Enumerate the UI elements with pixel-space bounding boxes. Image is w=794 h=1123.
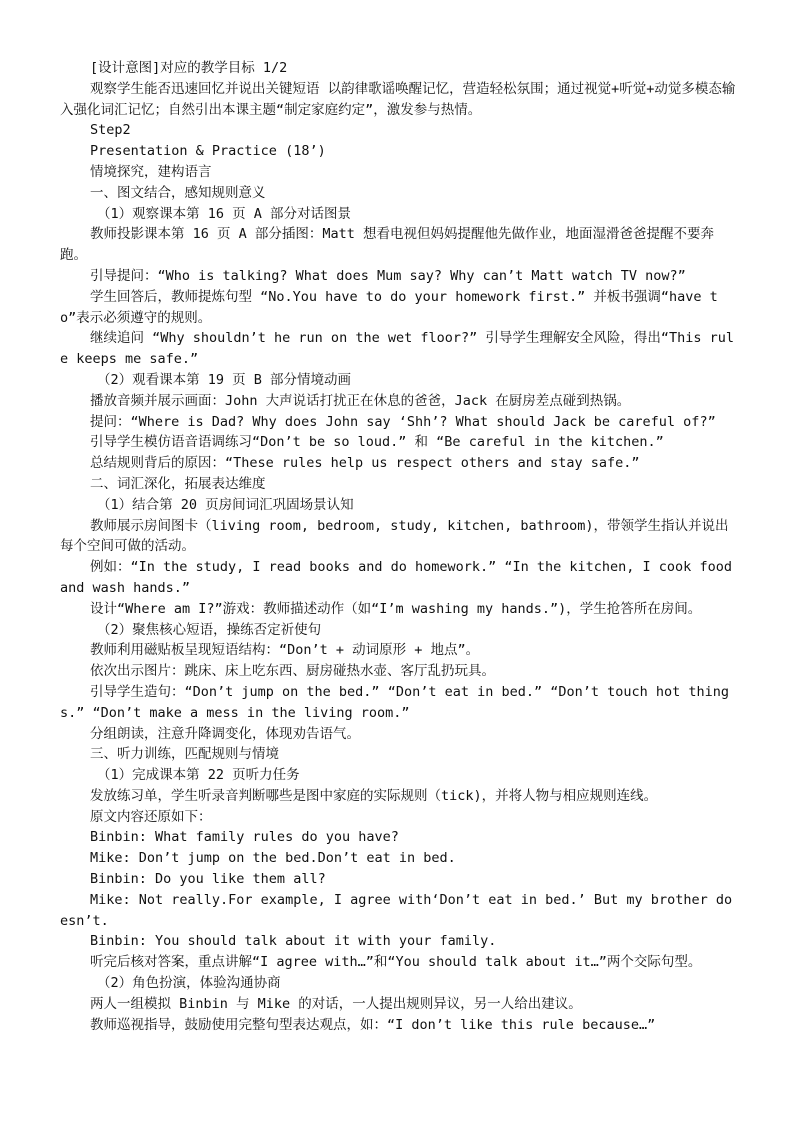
text-line: Mike: Don’t jump on the bed.Don’t eat in bed. bbox=[90, 850, 456, 867]
text-line: 引导提问：“Who is talking? What does Mum say? Why can’t Matt watch TV now?” bbox=[90, 267, 686, 284]
text-line: 发放练习单，学生听录音判断哪些是图中家庭的实际规则（tick)，并将人物与相应规则连线。 bbox=[90, 787, 658, 804]
text-line: 继续追问 “Why shouldn’t he run on the wet floor?” 引导学生理解安全风险，得出“This rule keeps me safe.” bbox=[60, 330, 735, 368]
text-line: 提问：“Where is Dad? Why does John say ‘Shh’? What should Jack be careful of?” bbox=[90, 413, 716, 430]
text-line: 分组朗读，注意升降调变化，体现劝告语气。 bbox=[90, 725, 360, 742]
text-line: 听完后核对答案，重点讲解“I agree with…”和“You should talk about it…”两个交际句型。 bbox=[90, 954, 702, 971]
text-line: 总结规则背后的原因：“These rules help us respect others and stay safe.” bbox=[90, 455, 640, 472]
text-line: Binbin: Do you like them all? bbox=[90, 871, 326, 888]
text-line: （2）观看课本第 19 页 B 部分情境动画 bbox=[97, 371, 352, 388]
text-line: Step2 bbox=[90, 122, 131, 139]
text-line: （2）角色扮演，体验沟通协商 bbox=[97, 975, 281, 992]
text-line: Presentation & Practice (18’) bbox=[90, 143, 326, 160]
text-line: 引导学生模仿语音语调练习“Don’t be so loud.” 和 “Be careful in the kitchen.” bbox=[90, 434, 664, 451]
text-line: Binbin: What family rules do you have? bbox=[90, 829, 399, 846]
text-line: 设计“Where am I?”游戏：教师描述动作（如“I’m washing my hands.”)，学生抢答所在房间。 bbox=[90, 600, 702, 617]
text-line: 例如：“In the study, I read books and do homework.” “In the kitchen, I cook food and wash hands.” bbox=[60, 559, 732, 596]
text-line: 观察学生能否迅速回忆并说出关键短语 以韵律歌谣唤醒记忆，营造轻松氛围；通过视觉+听觉+动觉多模态输入强化词汇记忆；自然引出本课主题“制定家庭约定”，激发参与热情。 bbox=[60, 80, 736, 118]
text-line: 学生回答后，教师提炼句型 “No.You have to do your homework first.” 并板书强调“have to”表示必须遵守的规则。 bbox=[60, 288, 718, 326]
text-line: 依次出示图片：跳床、床上吃东西、厨房碰热水壶、客厅乱扔玩具。 bbox=[90, 663, 495, 680]
text-line: 教师展示房间图卡（living room, bedroom, study, kitchen, bathroom)，带领学生指认并说出每个空间可做的活动。 bbox=[60, 517, 729, 555]
text-line: （1）完成课本第 22 页听力任务 bbox=[97, 767, 300, 784]
text-line: （2）聚焦核心短语，操练否定祈使句 bbox=[97, 621, 322, 638]
text-line: 引导学生造句：“Don’t jump on the bed.” “Don’t eat in bed.” “Don’t touch hot things.” “Don’t make a mess in the living room.” bbox=[60, 683, 730, 721]
text-line: 情境探究，建构语言 bbox=[90, 163, 212, 180]
text-line: Binbin: You should talk about it with your family. bbox=[90, 933, 497, 950]
text-line: （1）结合第 20 页房间词汇巩固场景认知 bbox=[97, 496, 354, 513]
text-line: 三、听力训练，匹配规则与情境 bbox=[90, 746, 279, 763]
text-line: 教师利用磁贴板呈现短语结构：“Don’t + 动词原形 + 地点”。 bbox=[90, 642, 480, 659]
text-line: 原文内容还原如下： bbox=[90, 808, 212, 825]
lesson-plan-text bbox=[60, 58, 736, 1035]
text-line: 教师巡视指导，鼓励使用完整句型表达观点，如：“I don’t like this rule because…” bbox=[90, 1016, 656, 1033]
text-line: 二、词汇深化，拓展表达维度 bbox=[90, 475, 266, 492]
text-line: 一、图文结合，感知规则意义 bbox=[90, 184, 266, 201]
text-line: 播放音频并展示画面：John 大声说话打扰正在休息的爸爸，Jack 在厨房差点碰到热锅。 bbox=[90, 392, 631, 409]
text-line: [设计意图]对应的教学目标 1/2 bbox=[90, 60, 288, 76]
text-line: （1）观察课本第 16 页 A 部分对话图景 bbox=[97, 205, 352, 222]
text-line: 两人一组模拟 Binbin 与 Mike 的对话，一人提出规则异议，另一人给出建议。 bbox=[90, 995, 582, 1012]
text-line: Mike: Not really.For example, I agree with‘Don’t eat in bed.’ But my brother doesn’t. bbox=[60, 891, 733, 929]
text-line: 教师投影课本第 16 页 A 部分插图：Matt 想看电视但妈妈提醒他先做作业，地面湿滑爸爸提醒不要奔跑。 bbox=[60, 226, 715, 264]
